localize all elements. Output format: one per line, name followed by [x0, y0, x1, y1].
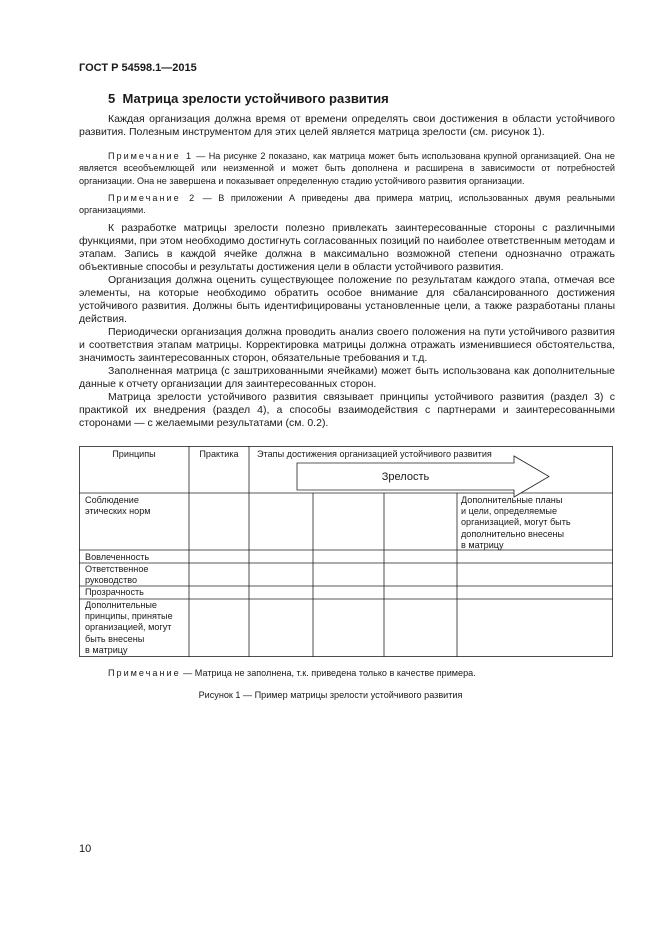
row-involvement: Вовлеченность	[85, 552, 150, 562]
paragraph: Каждая организация должна время от времени определять свои достижения в области устойчивого развития. Полезным инструментом для этих целей является матрица зрелости (см. рисунок 1).	[79, 113, 615, 138]
note-1	[79, 150, 615, 187]
page-number: 10	[79, 843, 92, 855]
section-title	[108, 91, 389, 106]
body-paragraphs	[79, 222, 615, 430]
section-number: 5	[108, 91, 116, 106]
document-header: ГОСТ Р 54598.1—2015	[79, 62, 197, 74]
section-title-text: Матрица зрелости устойчивого развития	[122, 91, 389, 106]
extra-plans-cell: Дополнительные планы и цели, определяемые организацией, могут быть дополнительно внесены в матрицу	[461, 495, 571, 550]
note-text: — Матрица не заполнена, т.к. приведена только в качестве примера.	[180, 668, 476, 678]
note-text: — В приложении А приведены два примера матриц, использованных двумя реальными организациями.	[79, 193, 615, 216]
maturity-arrow-label: Зрелость	[381, 471, 430, 483]
row-additional-principles: Дополнительные принципы, принятые организацией, могут быть внесены в матрицу	[85, 600, 173, 655]
note-label: Примечание 1	[108, 151, 193, 161]
figure-caption: Рисунок 1 — Пример матрицы зрелости устойчивого развития	[198, 690, 463, 700]
column-header-practice: Практика	[199, 449, 239, 459]
paragraph: Периодически организация должна проводить анализ своего положения на пути устойчивого развития и соответствия этапам матрицы. Корректировка матрицы должна отражать изменившиеся обстоятельства, значимость заинтересованных сторон, обязательные требования и т.д.	[79, 326, 615, 364]
paragraph: Матрица зрелости устойчивого развития связывает принципы устойчивого развития (раздел 3) с практикой их внедрения (раздел 4), а способы взаимодействия с партнерами и заинтересованными сторонами — с желаемыми результатами (см. 0.2).	[79, 391, 615, 429]
row-ethics: Соблюдение этических норм	[85, 495, 151, 517]
column-header-principles: Принципы	[112, 449, 156, 459]
paragraph: К разработке матрицы зрелости полезно привлекать заинтересованные стороны с различными функциями, при этом необходимо достигнуть согласованных позиций по наиболее ответственным методам и этапам. Запись в каждой ячейке должна в максимально возможной степени однозначно отражать объективные способы и результаты достижения цели в области устойчивого развития.	[79, 222, 615, 273]
maturity-matrix	[79, 446, 613, 657]
paragraph: Заполненная матрица (с заштрихованными ячейками) может быть использована как дополнительные данные к отчету организации для заинтересованных сторон.	[79, 365, 615, 390]
note-label: Примечание	[108, 668, 181, 678]
figure-note	[108, 668, 476, 678]
note-2	[79, 192, 615, 217]
paragraph: Организация должна оценить существующее положение по результатам каждого этапа, отмечая все элементы, на которые необходимо обратить особое внимание для сбалансированного достижения устойчивого развития. Должны быть идентифицированы установленные цели, а также разработаны планы действия.	[79, 274, 615, 325]
note-label: Примечание 2	[108, 193, 197, 203]
column-header-stages: Этапы достижения организацией устойчивого развития	[257, 449, 492, 459]
row-responsible-leadership: Ответственное руководство	[85, 564, 149, 586]
row-transparency: Прозрачность	[85, 587, 144, 597]
note-text: — На рисунке 2 показано, как матрица может быть использована крупной организацией. Она не является всеобъемлющей или неизменной и может быть дополнена и расширена в зависимости от потребностей организации. Она не завершена и показывает определенную стадию устойчивого развития организации.	[79, 151, 615, 186]
paragraph-1-block	[79, 113, 615, 139]
